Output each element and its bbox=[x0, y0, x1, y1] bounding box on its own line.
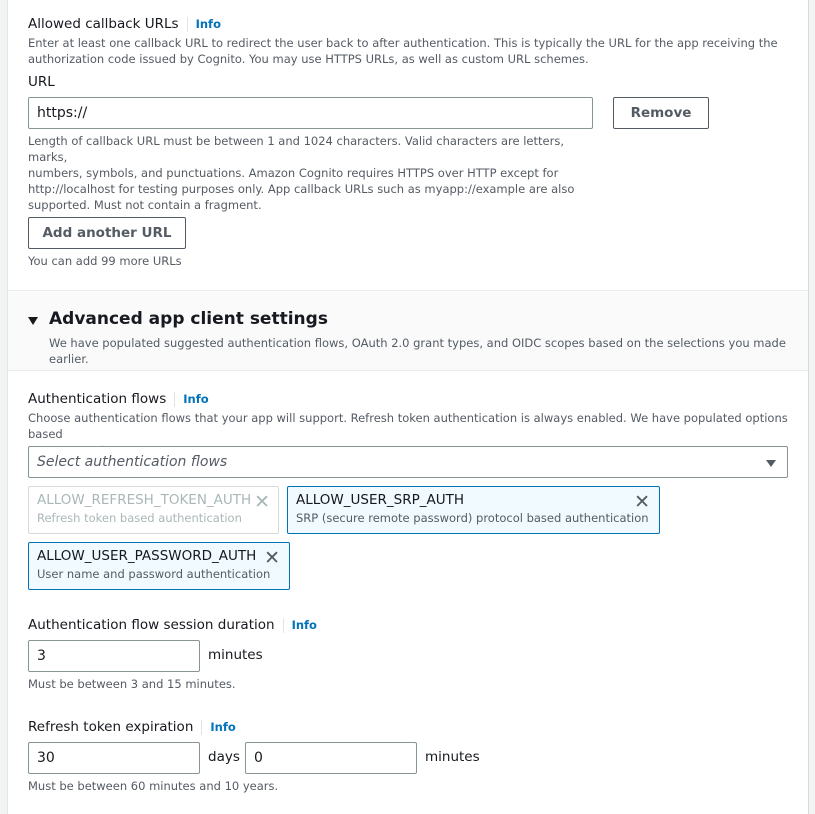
refresh-token-days-value: 30 bbox=[37, 750, 55, 766]
refresh-token-info-link[interactable]: Info bbox=[210, 720, 236, 734]
token-allow-user-srp-auth bbox=[287, 486, 660, 534]
constraint-line: supported. Must not contain a fragment. bbox=[28, 198, 262, 212]
token-description: User name and password authentication bbox=[37, 567, 271, 581]
token-name: ALLOW_REFRESH_TOKEN_AUTH bbox=[37, 492, 252, 508]
divider bbox=[187, 17, 188, 32]
callback-url-constraints bbox=[28, 133, 588, 213]
refresh-token-days-input[interactable] bbox=[28, 742, 200, 774]
refresh-token-minutes-input[interactable] bbox=[245, 742, 417, 774]
callback-urls-heading bbox=[28, 16, 221, 32]
token-allow-user-password-auth bbox=[28, 542, 290, 590]
remove-url-button[interactable]: Remove bbox=[613, 97, 709, 129]
divider bbox=[174, 392, 175, 407]
token-name: ALLOW_USER_SRP_AUTH bbox=[296, 492, 464, 508]
advanced-settings-description: We have populated suggested authentication flows, OAuth 2.0 grant types, and OIDC scopes based on the selections you made earlier. bbox=[49, 336, 786, 366]
remaining-urls-text: You can add 99 more URLs bbox=[28, 254, 182, 268]
callback-description-line: Enter at least one callback URL to redirect the user back to after authentication. This is typically the URL for the app receiving the bbox=[28, 36, 778, 50]
session-duration-value: 3 bbox=[37, 648, 46, 664]
auth-flows-heading bbox=[28, 391, 209, 407]
token-name: ALLOW_USER_PASSWORD_AUTH bbox=[37, 548, 257, 564]
session-duration-hint: Must be between 3 and 15 minutes. bbox=[28, 677, 236, 691]
advanced-settings-header[interactable] bbox=[8, 290, 808, 371]
refresh-token-heading bbox=[28, 719, 236, 735]
advanced-settings-title[interactable]: Advanced app client settings bbox=[49, 309, 328, 329]
token-description: Refresh token based authentication bbox=[37, 511, 242, 525]
divider bbox=[201, 720, 202, 735]
callback-url-value: https:// bbox=[37, 105, 88, 121]
refresh-token-title: Refresh token expiration bbox=[28, 719, 194, 735]
caret-down-icon[interactable] bbox=[27, 316, 39, 326]
remove-token-icon: ✕ bbox=[254, 491, 270, 513]
session-duration-input[interactable] bbox=[28, 640, 200, 672]
auth-flows-select[interactable] bbox=[28, 446, 788, 478]
token-allow-refresh-token-auth bbox=[28, 486, 279, 534]
refresh-token-minutes-value: 0 bbox=[254, 750, 263, 766]
dropdown-caret-icon bbox=[765, 459, 777, 468]
auth-flows-placeholder: Select authentication flows bbox=[37, 454, 228, 470]
remove-token-icon[interactable]: ✕ bbox=[264, 547, 280, 569]
divider bbox=[283, 618, 284, 633]
auth-flows-description-line: Choose authentication flows that your app will support. Refresh token authentication is always enabled. We have populated options based bbox=[28, 411, 788, 441]
auth-flows-info-link[interactable]: Info bbox=[183, 392, 209, 406]
callback-urls-title: Allowed callback URLs bbox=[28, 16, 179, 32]
constraint-line: Length of callback URL must be between 1 and 1024 characters. Valid characters are letters, marks, bbox=[28, 134, 564, 164]
callback-description bbox=[28, 35, 798, 67]
constraint-line: http://localhost for testing purposes only. App callback URLs such as myapp://example are also bbox=[28, 182, 575, 196]
session-duration-title: Authentication flow session duration bbox=[28, 617, 275, 633]
refresh-token-hint: Must be between 60 minutes and 10 years. bbox=[28, 779, 279, 793]
session-duration-heading bbox=[28, 617, 317, 633]
session-duration-unit: minutes bbox=[208, 647, 263, 663]
refresh-token-days-unit: days bbox=[208, 749, 240, 765]
add-another-url-button[interactable]: Add another URL bbox=[28, 217, 186, 249]
callback-description-line: authorization code issued by Cognito. You may use HTTPS URLs, as well as custom URL schemes. bbox=[28, 52, 589, 66]
constraint-line: numbers, symbols, and punctuations. Amazon Cognito requires HTTPS over HTTP except for bbox=[28, 166, 559, 180]
url-label: URL bbox=[28, 74, 55, 90]
callback-info-link[interactable]: Info bbox=[195, 17, 221, 31]
auth-flows-title: Authentication flows bbox=[28, 391, 167, 407]
session-duration-info-link[interactable]: Info bbox=[291, 618, 317, 632]
remove-token-icon[interactable]: ✕ bbox=[634, 491, 650, 513]
token-description: SRP (secure remote password) protocol based authentication bbox=[296, 511, 649, 525]
callback-url-input[interactable] bbox=[28, 97, 593, 129]
refresh-token-minutes-unit: minutes bbox=[425, 749, 480, 765]
